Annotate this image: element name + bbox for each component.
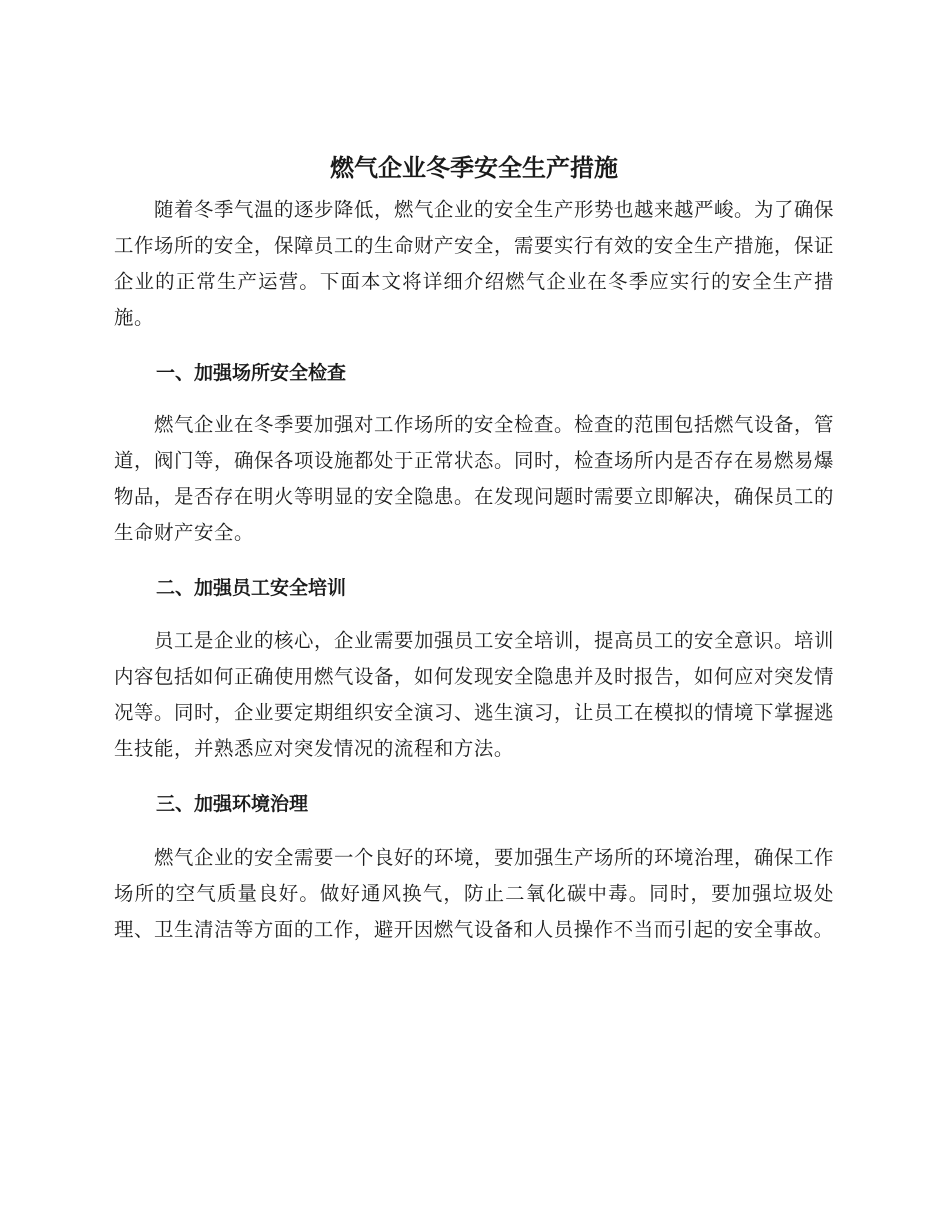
intro-paragraph: 随着冬季气温的逐步降低，燃气企业的安全生产形势也越来越严峻。为了确保工作场所的安全，保障员工的生命财产安全，需要实行有效的安全生产措施，保证企业的正常生产运营。下面本文将详细介绍燃气企业在冬季应实行的安全生产措施。 <box>114 198 834 329</box>
section-heading-1: 一、加强场所安全检查 <box>156 362 347 384</box>
section-heading-2: 二、加强员工安全培训 <box>156 577 347 599</box>
document-title: 燃气企业冬季安全生产措施 <box>330 154 618 182</box>
section-heading-3: 三、加强环境治理 <box>156 793 309 815</box>
section-body-1: 燃气企业在冬季要加强对工作场所的安全检查。检查的范围包括燃气设备，管道，阀门等，确保各项设施都处于正常状态。同时，检查场所内是否存在易燃易爆物品，是否存在明火等明显的安全隐患。在发现问题时需要立即解决，确保员工的生命财产安全。 <box>114 413 834 544</box>
section-body-3: 燃气企业的安全需要一个良好的环境，要加强生产场所的环境治理，确保工作场所的空气质量良好。做好通风换气，防止二氧化碳中毒。同时，要加强垃圾处理、卫生清洁等方面的工作，避开因燃气设备和人员操作不当而引起的安全事故。 <box>114 846 834 941</box>
section-body-2: 员工是企业的核心，企业需要加强员工安全培训，提高员工的安全意识。培训内容包括如何正确使用燃气设备，如何发现安全隐患并及时报告，如何应对突发情况等。同时，企业要定期组织安全演习、逃生演习，让员工在模拟的情境下掌握逃生技能，并熟悉应对突发情况的流程和方法。 <box>114 629 834 760</box>
